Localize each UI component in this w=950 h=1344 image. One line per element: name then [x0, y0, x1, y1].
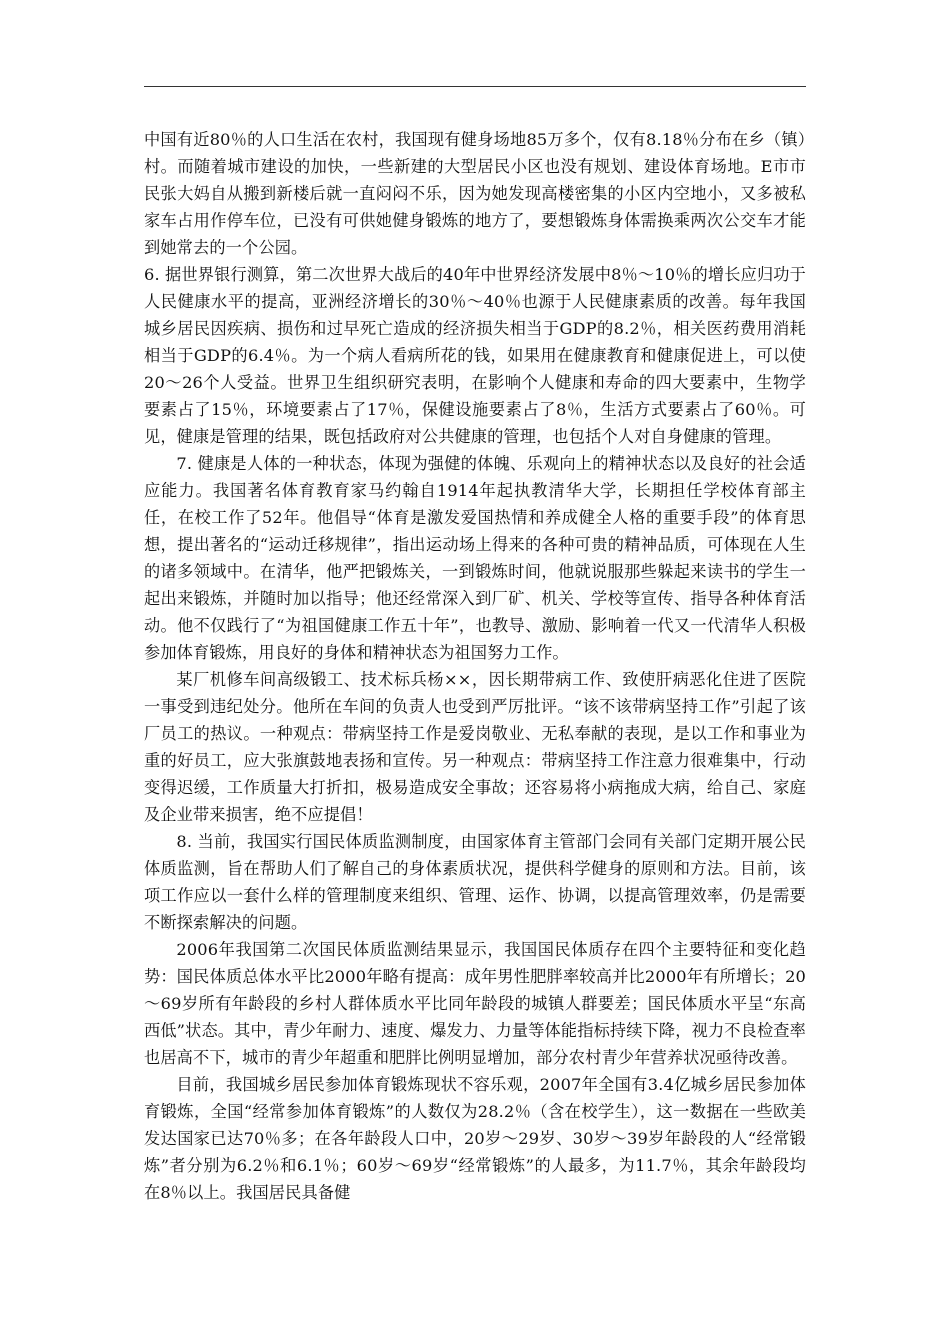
- paragraph-6: 2006年我国第二次国民体质监测结果显示，我国国民体质存在四个主要特征和变化趋势：国民体质总体水平比2000年略有提高：成年男性肥胖率较高并比2000年有所增长；20～69岁所有年龄段的乡村人群体质水平比同年龄段的城镇人群要差；国民体质水平呈“东高西低”状态。其中，青少年耐力、速度、爆发力、力量等体能指标持续下降，视力不良检查率也居高不下，城市的青少年超重和肥胖比例明显增加，部分农村青少年营养状况亟待改善。: [144, 940, 806, 1067]
- paragraph-1: 中国有近80％的人口生活在农村，我国现有健身场地85万多个，仅有8.18％分布在乡（镇）村。而随着城市建设的加快，一些新建的大型居民小区也没有规划、建设体育场地。E市市民张大妈自从搬到新楼后就一直闷闷不乐，因为她发现高楼密集的小区内空地小，又多被私家车占用作停车位，已没有可供她健身锻炼的地方了，要想锻炼身体需换乘两次公交车才能到她常去的一个公园。: [144, 130, 806, 257]
- paragraph-5: 8. 当前，我国实行国民体质监测制度，由国家体育主管部门会同有关部门定期开展公民体质监测，旨在帮助人们了解自己的身体素质状况，提供科学健身的原则和方法。目前，该项工作应以一套什么样的管理制度来组织、管理、运作、协调，以提高管理效率，仍是需要不断探索解决的问题。: [144, 832, 806, 932]
- paragraph-2: 6. 据世界银行测算，第二次世界大战后的40年中世界经济发展中8％～10％的增长应归功于人民健康水平的提高，亚洲经济增长的30％～40％也源于人民健康素质的改善。每年我国城乡居民因疾病、损伤和过早死亡造成的经济损失相当于GDP的8.2％，相关医药费用消耗相当于GDP的6.4％。为一个病人看病所花的钱，如果用在健康教育和健康促进上，可以使20～26个人受益。世界卫生组织研究表明，在影响个人健康和寿命的四大要素中，生物学要素占了15％，环境要素占了17％，保健设施要素占了8％，生活方式要素占了60％。可见，健康是管理的结果，既包括政府对公共健康的管理，也包括个人对自身健康的管理。: [144, 265, 806, 446]
- document-body: [144, 126, 806, 1206]
- paragraph-4: 某厂机修车间高级锻工、技术标兵杨××，因长期带病工作、致使肝病恶化住进了医院一事受到违纪处分。他所在车间的负责人也受到严厉批评。“该不该带病坚持工作”引起了该厂员工的热议。一种观点：带病坚持工作是爱岗敬业、无私奉献的表现，是以工作和事业为重的好员工，应大张旗鼓地表扬和宣传。另一种观点：带病坚持工作注意力很难集中，行动变得迟缓，工作质量大打折扣，极易造成安全事故；还容易将小病拖成大病，给自己、家庭及企业带来损害，绝不应提倡！: [144, 670, 806, 824]
- paragraph-3: 7. 健康是人体的一种状态，体现为强健的体魄、乐观向上的精神状态以及良好的社会适应能力。我国著名体育教育家马约翰自1914年起执教清华大学，长期担任学校体育部主任，在校工作了52年。他倡导“体育是激发爱国热情和养成健全人格的重要手段”的体育思想，提出著名的“运动迁移规律”，指出运动场上得来的各种可贵的精神品质，可体现在人生的诸多领域中。在清华，他严把锻炼关，一到锻炼时间，他就说服那些躲起来读书的学生一起出来锻炼，并随时加以指导；他还经常深入到厂矿、机关、学校等宣传、指导各种体育活动。他不仅践行了“为祖国健康工作五十年”，也教导、激励、影响着一代又一代清华人积极参加体育锻炼，用良好的身体和精神状态为祖国努力工作。: [144, 454, 806, 662]
- paragraph-7: 目前，我国城乡居民参加体育锻炼现状不容乐观，2007年全国有3.4亿城乡居民参加体育锻炼，全国“经常参加体育锻炼”的人数仅为28.2％（含在校学生），这一数据在一些欧美发达国家已达70％多；在各年龄段人口中，20岁～29岁、30岁～39岁年龄段的人“经常锻炼”者分别为6.2％和6.1％；60岁～69岁“经常锻炼”的人最多，为11.7％，其余年龄段均在8％以上。我国居民具备健: [144, 1075, 806, 1202]
- header-rule: [144, 86, 806, 87]
